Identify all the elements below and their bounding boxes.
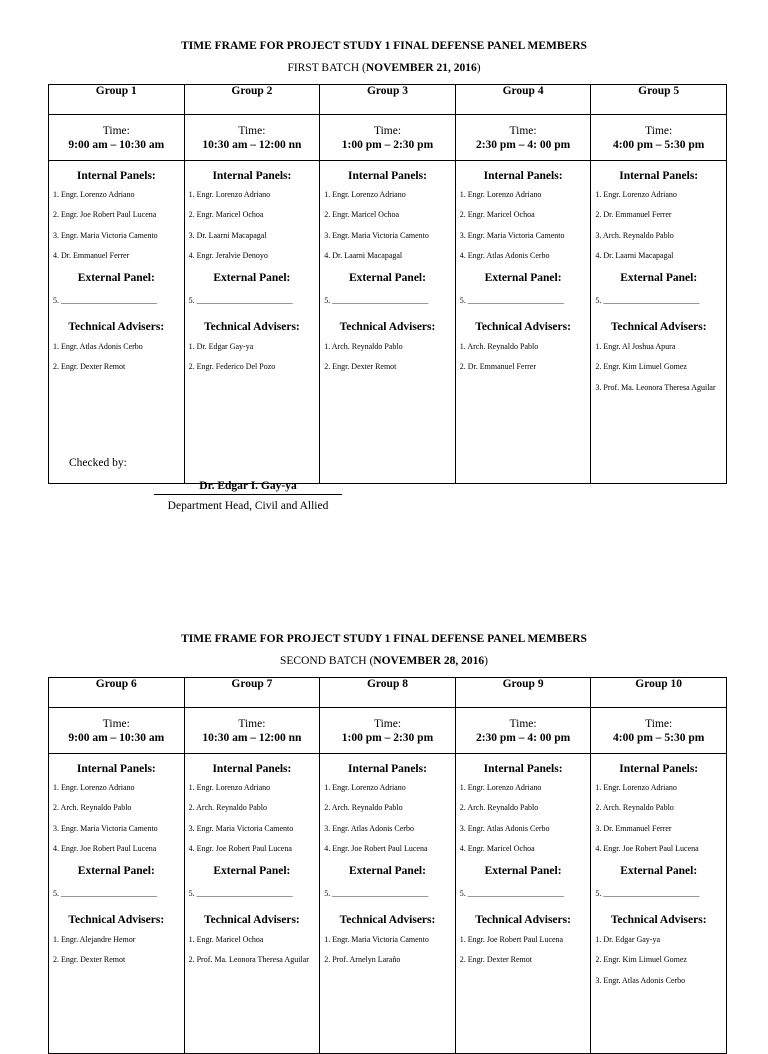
checked-by-label: Checked by: bbox=[69, 457, 127, 469]
batch-close: ) bbox=[476, 62, 481, 74]
external-panel-blank: 5. ________________________ bbox=[595, 889, 700, 899]
time-value: 1:00 pm – 2:30 pm bbox=[341, 732, 434, 744]
time-value: 10:30 am – 12:00 nn bbox=[202, 732, 302, 744]
internal-panel-member: 4. Engr. Jeralvie Denoyo bbox=[188, 250, 268, 260]
internal-panel-member: 4. Engr. Maricel Ochoa bbox=[459, 843, 535, 853]
signer-role: Department Head, Civil and Allied bbox=[167, 500, 329, 512]
internal-panel-member: 1. Engr. Lorenzo Adriano bbox=[324, 783, 406, 792]
external-panel-blank: 5. ________________________ bbox=[595, 296, 700, 306]
time-cell bbox=[455, 115, 591, 161]
technical-adviser: 2. Engr. Kim Limuel Gomez bbox=[595, 362, 687, 372]
internal-panels-heading: Internal Panels: bbox=[619, 170, 699, 182]
internal-panel-member: 1. Engr. Lorenzo Adriano bbox=[324, 190, 406, 199]
technical-adviser: 2. Prof. Ma. Leonora Theresa Aguilar bbox=[188, 955, 309, 965]
panel-cell bbox=[591, 754, 727, 1054]
external-panel-blank: 5. ________________________ bbox=[324, 889, 429, 899]
external-panel-heading: External Panel: bbox=[620, 865, 698, 878]
time-cell bbox=[455, 708, 591, 754]
time-cell bbox=[591, 115, 727, 161]
second-batch-section bbox=[0, 631, 768, 985]
first-batch-section bbox=[0, 38, 768, 392]
panel-table bbox=[48, 84, 727, 484]
group-header: Group 5 bbox=[591, 85, 727, 115]
technical-adviser: 1. Engr. Maria Victoria Camento bbox=[324, 935, 429, 945]
technical-advisers-heading: Technical Advisers: bbox=[68, 914, 165, 927]
internal-panels-heading: Internal Panels: bbox=[483, 763, 563, 775]
signer-name: Dr. Edgar I. Gay-ya bbox=[154, 480, 342, 495]
technical-advisers-heading: Technical Advisers: bbox=[610, 914, 707, 927]
external-panel-heading: External Panel: bbox=[348, 272, 426, 285]
internal-panel-member: 4. Engr. Joe Robert Paul Lucena bbox=[324, 843, 428, 853]
group-header: Group 7 bbox=[184, 678, 320, 708]
internal-panel-member: 3. Arch. Reynaldo Pablo bbox=[595, 230, 674, 240]
external-panel-blank: 5. ________________________ bbox=[53, 889, 157, 899]
technical-adviser: 2. Engr. Dexter Remot bbox=[324, 362, 397, 372]
internal-panel-member: 4. Dr. Laarni Macapagal bbox=[324, 250, 403, 260]
time-label: Time: bbox=[102, 718, 130, 730]
technical-advisers-heading: Technical Advisers: bbox=[339, 321, 436, 334]
external-panel-blank: 5. ________________________ bbox=[188, 889, 293, 899]
batch-close: ) bbox=[484, 655, 488, 667]
technical-advisers-heading: Technical Advisers: bbox=[475, 321, 571, 334]
technical-adviser: 2. Dr. Emmanuel Ferrer bbox=[459, 362, 536, 372]
panel-cell bbox=[320, 754, 456, 1054]
technical-advisers-heading: Technical Advisers: bbox=[204, 321, 300, 334]
document-title: TIME FRAME FOR PROJECT STUDY 1 FINAL DEFENSE PANEL MEMBERS bbox=[181, 633, 587, 645]
technical-adviser: 1. Engr. Maricel Ochoa bbox=[188, 935, 264, 945]
time-label: Time: bbox=[509, 125, 537, 137]
technical-adviser: 2. Engr. Dexter Remot bbox=[53, 955, 126, 965]
technical-adviser: 2. Engr. Dexter Remot bbox=[459, 955, 532, 965]
technical-adviser: 1. Engr. Joe Robert Paul Lucena bbox=[459, 935, 564, 945]
internal-panel-member: 2. Arch. Reynaldo Pablo bbox=[53, 803, 132, 813]
internal-panel-member: 3. Engr. Atlas Adonis Cerbo bbox=[459, 823, 550, 833]
technical-advisers-heading: Technical Advisers: bbox=[68, 321, 165, 334]
external-panel-blank: 5. ________________________ bbox=[53, 296, 157, 306]
technical-adviser: 1. Engr. Alejandre Hemor bbox=[53, 935, 136, 945]
technical-adviser: 2. Prof. Arnelyn Laraño bbox=[324, 955, 401, 965]
time-cell bbox=[184, 115, 320, 161]
internal-panel-member: 2. Arch. Reynaldo Pablo bbox=[459, 803, 539, 813]
group-header: Group 3 bbox=[320, 85, 456, 115]
technical-advisers-heading: Technical Advisers: bbox=[204, 914, 300, 927]
technical-adviser: 2. Engr. Kim Limuel Gomez bbox=[595, 955, 687, 965]
internal-panels-heading: Internal Panels: bbox=[212, 170, 292, 182]
internal-panels-heading: Internal Panels: bbox=[348, 170, 427, 182]
internal-panel-member: 1. Engr. Lorenzo Adriano bbox=[595, 783, 677, 792]
time-row bbox=[49, 708, 727, 754]
external-panel-heading: External Panel: bbox=[484, 272, 562, 285]
time-cell bbox=[320, 115, 456, 161]
technical-advisers-heading: Technical Advisers: bbox=[475, 914, 571, 927]
technical-adviser: 1. Arch. Reynaldo Pablo bbox=[459, 342, 539, 352]
panel-cell bbox=[455, 754, 591, 1054]
internal-panel-member: 1. Engr. Lorenzo Adriano bbox=[53, 190, 135, 199]
time-value: 9:00 am – 10:30 am bbox=[68, 139, 165, 151]
internal-panels-heading: Internal Panels: bbox=[76, 763, 156, 775]
internal-panels-heading: Internal Panels: bbox=[348, 763, 427, 775]
group-header-row bbox=[49, 85, 727, 115]
time-label: Time: bbox=[645, 125, 673, 137]
external-panel-heading: External Panel: bbox=[620, 272, 698, 285]
time-label: Time: bbox=[373, 718, 402, 730]
technical-advisers-heading: Technical Advisers: bbox=[610, 321, 707, 334]
technical-adviser: 2. Engr. Dexter Remot bbox=[53, 362, 126, 372]
group-header: Group 8 bbox=[320, 678, 456, 708]
panel-cell bbox=[591, 161, 727, 484]
external-panel-blank: 5. ________________________ bbox=[188, 296, 293, 306]
internal-panel-member: 3. Dr. Laarni Macapagal bbox=[188, 230, 267, 240]
time-value: 2:30 pm – 4: 00 pm bbox=[475, 732, 571, 744]
internal-panel-member: 3. Engr. Maria Victoria Camento bbox=[53, 230, 158, 240]
internal-panel-member: 2. Arch. Reynaldo Pablo bbox=[188, 803, 268, 813]
time-row bbox=[49, 115, 727, 161]
batch-date: NOVEMBER 21, 2016 bbox=[365, 62, 477, 74]
time-cell bbox=[49, 115, 185, 161]
panel-cell bbox=[49, 161, 185, 484]
internal-panel-member: 4. Engr. Atlas Adonis Cerbo bbox=[459, 250, 550, 260]
technical-adviser: 1. Dr. Edgar Gay-ya bbox=[595, 935, 661, 945]
technical-adviser: 3. Prof. Ma. Leonora Theresa Aguilar bbox=[595, 382, 716, 392]
time-label: Time: bbox=[645, 718, 673, 730]
group-header: Group 6 bbox=[49, 678, 185, 708]
time-cell bbox=[184, 708, 320, 754]
panel-cell bbox=[184, 754, 320, 1054]
internal-panel-member: 1. Engr. Lorenzo Adriano bbox=[188, 783, 271, 792]
group-header: Group 1 bbox=[49, 85, 185, 115]
external-panel-blank: 5. ________________________ bbox=[324, 296, 429, 306]
internal-panel-member: 1. Engr. Lorenzo Adriano bbox=[188, 190, 271, 199]
external-panel-heading: External Panel: bbox=[77, 865, 155, 878]
internal-panel-member: 2. Engr. Maricel Ochoa bbox=[188, 210, 264, 220]
time-value: 9:00 am – 10:30 am bbox=[68, 732, 165, 744]
time-value: 2:30 pm – 4: 00 pm bbox=[475, 139, 571, 151]
batch-heading bbox=[0, 60, 768, 76]
time-value: 10:30 am – 12:00 nn bbox=[202, 139, 302, 151]
internal-panels-heading: Internal Panels: bbox=[212, 763, 292, 775]
internal-panels-heading: Internal Panels: bbox=[76, 170, 156, 182]
time-cell bbox=[320, 708, 456, 754]
panel-cell bbox=[320, 161, 456, 484]
internal-panel-member: 3. Engr. Maria Victoria Camento bbox=[53, 823, 158, 833]
internal-panel-member: 1. Engr. Lorenzo Adriano bbox=[595, 190, 677, 199]
external-panel-heading: External Panel: bbox=[348, 865, 426, 878]
time-value: 4:00 pm – 5:30 pm bbox=[613, 139, 705, 151]
technical-adviser: 1. Dr. Edgar Gay-ya bbox=[188, 342, 254, 352]
external-panel-blank: 5. ________________________ bbox=[459, 889, 564, 899]
time-value: 1:00 pm – 2:30 pm bbox=[341, 139, 434, 151]
time-label: Time: bbox=[102, 125, 130, 137]
internal-panel-member: 2. Arch. Reynaldo Pablo bbox=[324, 803, 403, 813]
internal-panel-member: 2. Arch. Reynaldo Pablo bbox=[595, 803, 674, 813]
internal-panels-heading: Internal Panels: bbox=[619, 763, 699, 775]
internal-panel-member: 2. Dr. Emmanuel Ferrer bbox=[595, 210, 672, 220]
technical-adviser: 3. Engr. Atlas Adonis Cerbo bbox=[595, 975, 686, 985]
batch-heading bbox=[0, 653, 768, 669]
group-header: Group 10 bbox=[591, 678, 727, 708]
time-cell bbox=[49, 708, 185, 754]
external-panel-blank: 5. ________________________ bbox=[459, 296, 564, 306]
internal-panel-member: 4. Dr. Laarni Macapagal bbox=[595, 250, 674, 260]
time-label: Time: bbox=[509, 718, 537, 730]
group-header: Group 4 bbox=[455, 85, 591, 115]
panel-cell bbox=[184, 161, 320, 484]
internal-panel-member: 4. Engr. Joe Robert Paul Lucena bbox=[595, 843, 699, 853]
internal-panel-member: 3. Engr. Maria Victoria Camento bbox=[324, 230, 429, 240]
group-header: Group 9 bbox=[455, 678, 591, 708]
technical-adviser: 1. Arch. Reynaldo Pablo bbox=[324, 342, 403, 352]
technical-advisers-heading: Technical Advisers: bbox=[339, 914, 436, 927]
batch-date: NOVEMBER 28, 2016 bbox=[373, 655, 485, 667]
group-header: Group 2 bbox=[184, 85, 320, 115]
batch-name: FIRST BATCH ( bbox=[287, 62, 366, 74]
panel-table bbox=[48, 677, 727, 1054]
external-panel-heading: External Panel: bbox=[213, 865, 291, 878]
internal-panel-member: 4. Dr. Emmanuel Ferrer bbox=[53, 250, 130, 260]
external-panel-heading: External Panel: bbox=[77, 272, 155, 285]
internal-panel-member: 2. Engr. Maricel Ochoa bbox=[459, 210, 535, 220]
panel-cell bbox=[49, 754, 185, 1054]
internal-panel-member: 2. Engr. Maricel Ochoa bbox=[324, 210, 400, 220]
external-panel-heading: External Panel: bbox=[213, 272, 291, 285]
group-header-row bbox=[49, 678, 727, 708]
internal-panel-member: 1. Engr. Lorenzo Adriano bbox=[459, 190, 542, 199]
internal-panel-member: 3. Engr. Maria Victoria Camento bbox=[188, 823, 294, 833]
external-panel-heading: External Panel: bbox=[484, 865, 562, 878]
internal-panel-member: 1. Engr. Lorenzo Adriano bbox=[53, 783, 135, 792]
internal-panel-member: 1. Engr. Lorenzo Adriano bbox=[459, 783, 542, 792]
internal-panel-member: 3. Engr. Atlas Adonis Cerbo bbox=[324, 823, 414, 833]
batch-name: SECOND BATCH ( bbox=[280, 655, 374, 667]
internal-panel-member: 4. Engr. Joe Robert Paul Lucena bbox=[53, 843, 157, 853]
technical-adviser: 2. Engr. Federico Del Pozo bbox=[188, 362, 276, 372]
document-title: TIME FRAME FOR PROJECT STUDY 1 FINAL DEFENSE PANEL MEMBERS bbox=[181, 40, 587, 52]
internal-panel-member: 3. Dr. Emmanuel Ferrer bbox=[595, 823, 672, 833]
time-label: Time: bbox=[238, 125, 266, 137]
internal-panels-heading: Internal Panels: bbox=[483, 170, 563, 182]
panel-cell bbox=[455, 161, 591, 484]
internal-panel-member: 3. Engr. Maria Victoria Camento bbox=[459, 230, 565, 240]
time-label: Time: bbox=[373, 125, 402, 137]
internal-panel-member: 4. Engr. Joe Robert Paul Lucena bbox=[188, 843, 292, 853]
panel-body-row bbox=[49, 754, 727, 1054]
time-value: 4:00 pm – 5:30 pm bbox=[613, 732, 705, 744]
time-cell bbox=[591, 708, 727, 754]
technical-adviser: 1. Engr. Al Joshua Apura bbox=[595, 342, 676, 352]
technical-adviser: 1. Engr. Atlas Adonis Cerbo bbox=[53, 342, 143, 352]
panel-body-row bbox=[49, 161, 727, 484]
time-label: Time: bbox=[238, 718, 266, 730]
internal-panel-member: 2. Engr. Joe Robert Paul Lucena bbox=[53, 210, 157, 220]
